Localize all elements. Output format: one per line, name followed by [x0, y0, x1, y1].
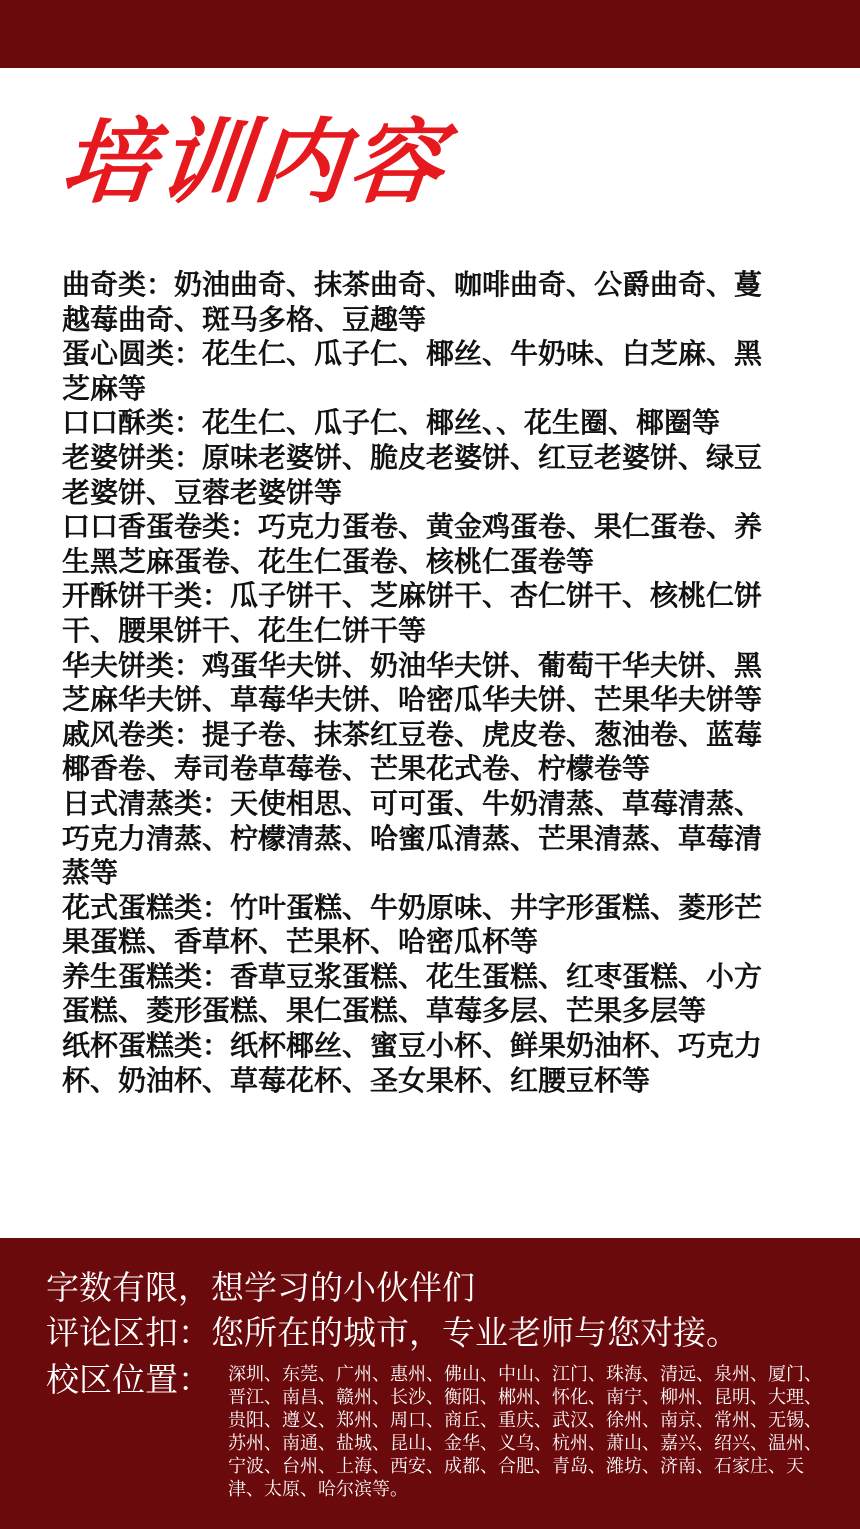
course-item-cookies: 曲奇类：奶油曲奇、抹茶曲奇、咖啡曲奇、公爵曲奇、蔓越莓曲奇、斑马多格、豆趣等: [62, 268, 763, 336]
course-item-chiffon-rolls: 戚风卷类：提子卷、抹茶红豆卷、虎皮卷、葱油卷、蓝莓椰香卷、寿司卷草莓卷、芒果花式卷、柠檬卷等: [62, 717, 763, 786]
footer-panel: [0, 1238, 860, 1529]
course-item-wife-cakes: 老婆饼类：原味老婆饼、脆皮老婆饼、红豆老婆饼、绿豆老婆饼、豆蓉老婆饼等: [62, 440, 763, 509]
course-item-cupcakes: 纸杯蛋糕类：纸杯椰丝、蜜豆小杯、鲜果奶油杯、巧克力杯、奶油杯、草莓花杯、圣女果杯、红腰豆杯等: [62, 1029, 763, 1097]
course-item-egg-balls: 蛋心圆类：花生仁、瓜子仁、椰丝、牛奶味、白芝麻、黑芝麻等: [62, 337, 763, 405]
course-item-fancy-cakes: 花式蛋糕类：竹叶蛋糕、牛奶原味、井字形蛋糕、菱形芒果蛋糕、香草杯、芒果杯、哈密瓜杯等: [62, 890, 763, 959]
course-item-puff-biscuits: 开酥饼干类：瓜子饼干、芝麻饼干、杏仁饼干、核桃仁饼干、腰果饼干、花生仁饼干等: [62, 579, 763, 647]
campus-label: 校区位置：: [46, 1360, 211, 1399]
footer-line-2: 评论区扣：您所在的城市，专业老师与您对接。: [46, 1313, 739, 1352]
course-list: [62, 268, 770, 1098]
page-title: 培训内容: [56, 109, 452, 216]
footer-line-1: 字数有限，想学习的小伙伴们: [46, 1268, 475, 1307]
course-item-waffles: 华夫饼类：鸡蛋华夫饼、奶油华夫饼、葡萄干华夫饼、黑芝麻华夫饼、草莓华夫饼、哈密瓜华夫饼、芒果华夫饼等: [62, 648, 763, 717]
course-item-egg-rolls: 口口香蛋卷类：巧克力蛋卷、黄金鸡蛋卷、果仁蛋卷、养生黑芝麻蛋卷、花生仁蛋卷、核桃仁蛋卷等: [62, 510, 763, 578]
course-item-steamed-cakes: 日式清蒸类：天使相思、可可蛋、牛奶清蒸、草莓清蒸、巧克力清蒸、柠檬清蒸、哈蜜瓜清蒸、芒果清蒸、草莓清蒸等: [62, 786, 763, 890]
course-item-crisps: 口口酥类：花生仁、瓜子仁、椰丝、、花生圈、椰圈等: [62, 406, 721, 440]
campus-list: 深圳、东莞、广州、惠州、佛山、中山、江门、珠海、清远、泉州、厦门、晋江、南昌、赣州、长沙、衡阳、郴州、怀化、南宁、柳州、昆明、大理、贵阳、遵义、郑州、周口、商丘、重庆、武汉、徐州、南京、常州、无锡、苏州、南通、盐城、昆山、金华、义乌、杭州、萧山、嘉兴、绍兴、温州、宁波、台州、上海、西安、成都、合肥、青岛、潍坊、济南、石家庄、天津、太原、哈尔滨等。: [228, 1364, 822, 1500]
course-item-health-cakes: 养生蛋糕类：香草豆浆蛋糕、花生蛋糕、红枣蛋糕、小方蛋糕、菱形蛋糕、果仁蛋糕、草莓多层、芒果多层等: [62, 959, 763, 1028]
top-banner: [0, 0, 860, 68]
